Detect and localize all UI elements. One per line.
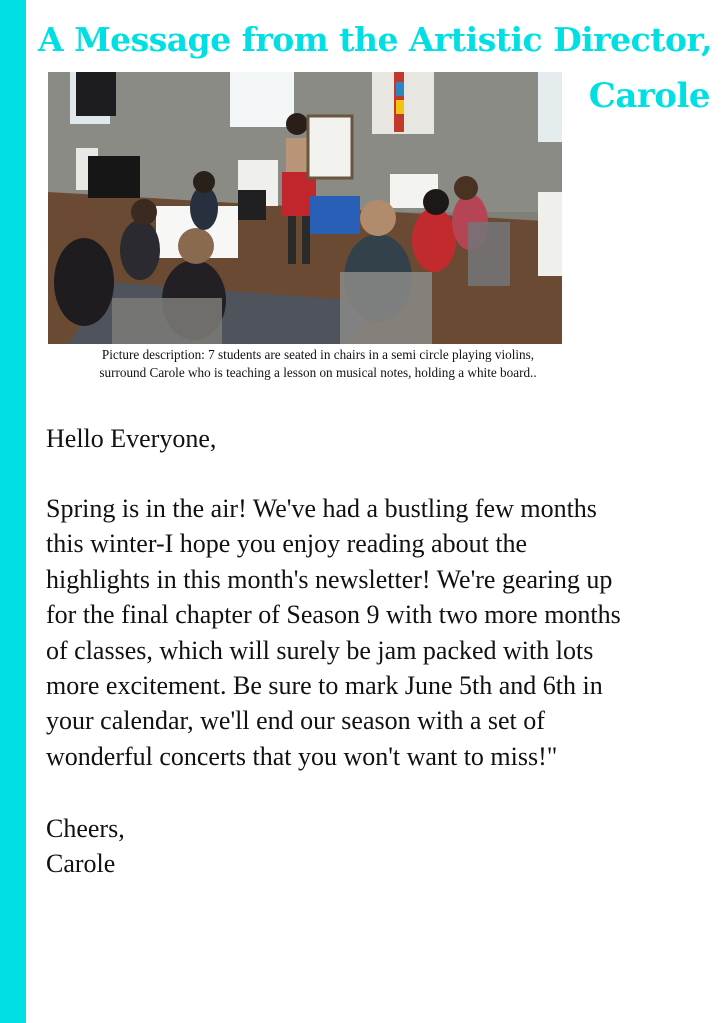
page-title-name: Carole [588, 76, 710, 116]
letter-line: for the final chapter of Season 9 with two more months [46, 600, 621, 630]
letter-line: more excitement. Be sure to mark June 5th and 6th in [46, 671, 603, 701]
side-accent-bar [0, 0, 26, 1023]
letter-line: highlights in this month's newsletter! We're gearing up [46, 564, 613, 594]
caption-line: surround Carole who is teaching a lesson on musical notes, holding a white board.. [99, 365, 537, 380]
letter-line: this winter-I hope you enjoy reading about the [46, 529, 528, 559]
letter-greeting: Hello Everyone, [46, 424, 217, 453]
letter-line: wonderful concerts that you won't want to miss!" [46, 741, 558, 771]
page-title: A Message from the Artistic Director, [38, 20, 713, 59]
letter-line: Spring is in the air! We've had a bustling few months [46, 494, 597, 523]
letter-signature: Carole [46, 849, 116, 878]
letter-signoff: Cheers, [46, 814, 125, 843]
letter-line: your calendar, we'll end our season with a set of [46, 706, 545, 736]
letter-line: of classes, which will surely be jam packed with lots [46, 635, 594, 665]
photo-caption [48, 346, 588, 382]
caption-line: Picture description: 7 students are seated in chairs in a semi circle playing violins, [101, 347, 535, 362]
letter-body [46, 491, 720, 774]
class-photo [48, 72, 562, 344]
